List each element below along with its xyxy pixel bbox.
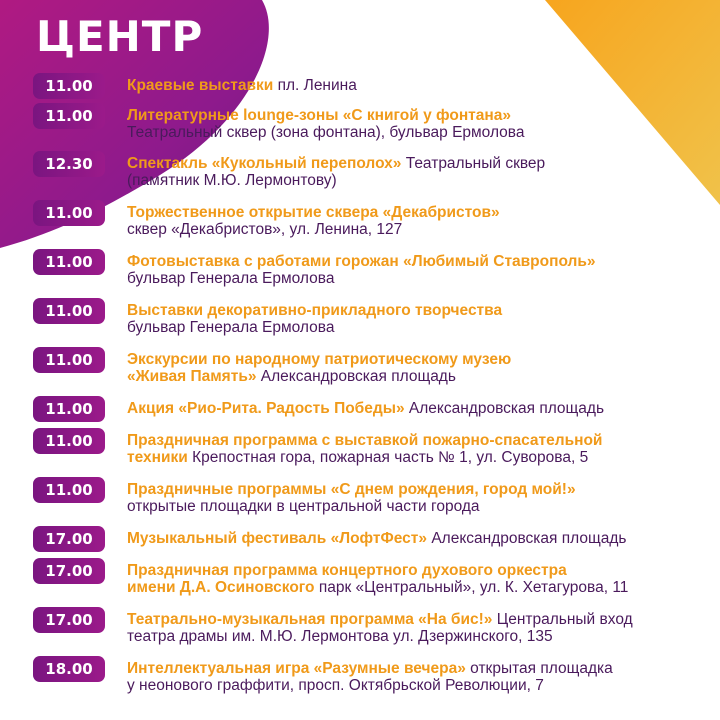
- event-time-badge: 11.00: [33, 249, 105, 275]
- event-name: Краевые выставки: [127, 77, 274, 94]
- event-description: [127, 611, 707, 645]
- event-name: Спектакль «Кукольный переполох»: [127, 155, 402, 172]
- event-name-line2: «Живая Память»: [127, 368, 257, 385]
- event-place: Александровская площадь: [431, 530, 627, 547]
- event-description: [127, 77, 707, 94]
- event-name: Интеллектуальная игра «Разумные вечера»: [127, 660, 466, 677]
- event-description: [127, 302, 707, 336]
- event-name: Торжественное открытие сквера «Декабристов»: [127, 204, 500, 221]
- event-time-badge: 12.30: [33, 151, 105, 177]
- event-description: [127, 204, 707, 238]
- event-time-badge: 17.00: [33, 558, 105, 584]
- event-time-badge: 11.00: [33, 396, 105, 422]
- event-place: бульвар Генерала Ермолова: [127, 319, 335, 336]
- event-name: Праздничные программы «С днем рождения, город мой!»: [127, 481, 576, 498]
- event-description: [127, 351, 707, 385]
- event-name: Выставки декоративно-прикладного творчества: [127, 302, 503, 319]
- event-place: Центральный вход: [496, 611, 633, 628]
- event-description: [127, 530, 707, 547]
- event-name-line2: техники: [127, 449, 188, 466]
- event-name: Акция «Рио-Рита. Радость Победы»: [127, 400, 405, 417]
- event-place: парк «Центральный», ул. К. Хетагурова, 11: [318, 579, 629, 596]
- event-name-line2: имени Д.А. Осиновского: [127, 579, 315, 596]
- event-description: [127, 660, 707, 694]
- event-place-line2: у неонового граффити, просп. Октябрьской Революции, 7: [127, 677, 544, 694]
- event-time-badge: 11.00: [33, 298, 105, 324]
- event-description: [127, 107, 707, 141]
- event-place: сквер «Декабристов», ул. Ленина, 127: [127, 221, 403, 238]
- event-name: Праздничная программа с выставкой пожарно-спасательной: [127, 432, 603, 449]
- event-name: Фотовыставка с работами горожан «Любимый Ставрополь»: [127, 253, 596, 270]
- event-name: Литературные lounge-зоны «С книгой у фонтана»: [127, 107, 511, 124]
- event-place: открытые площадки в центральной части города: [127, 498, 480, 515]
- event-time-badge: 11.00: [33, 103, 105, 129]
- event-description: [127, 562, 707, 596]
- event-description: [127, 481, 707, 515]
- event-time-badge: 11.00: [33, 200, 105, 226]
- event-place: пл. Ленина: [277, 77, 357, 94]
- event-place: открытая площадка: [470, 660, 613, 677]
- event-place: бульвар Генерала Ермолова: [127, 270, 335, 287]
- page-title: ЦЕНТР: [36, 12, 204, 61]
- event-place-line2: (памятник М.Ю. Лермонтову): [127, 172, 337, 189]
- event-name: Театрально-музыкальная программа «На бис!»: [127, 611, 493, 628]
- event-description: [127, 253, 707, 287]
- event-name: Музыкальный фестиваль «ЛофтФест»: [127, 530, 427, 547]
- event-name: Экскурсии по народному патриотическому музею: [127, 351, 512, 368]
- event-time-badge: 11.00: [33, 73, 105, 99]
- event-time-badge: 17.00: [33, 526, 105, 552]
- event-place: Крепостная гора, пожарная часть № 1, ул. Суворова, 5: [192, 449, 589, 466]
- event-description: [127, 155, 707, 189]
- event-place: Александровская площадь: [260, 368, 456, 385]
- event-time-badge: 11.00: [33, 428, 105, 454]
- event-time-badge: 11.00: [33, 477, 105, 503]
- event-place: Театральный сквер (зона фонтана), бульвар Ермолова: [127, 124, 525, 141]
- event-name: Праздничная программа концертного духового оркестра: [127, 562, 567, 579]
- event-time-badge: 11.00: [33, 347, 105, 373]
- event-time-badge: 17.00: [33, 607, 105, 633]
- event-description: [127, 400, 707, 417]
- event-place: Театральный сквер: [405, 155, 546, 172]
- event-place-line2: театра драмы им. М.Ю. Лермонтова ул. Дзержинского, 135: [127, 628, 553, 645]
- event-description: [127, 432, 707, 466]
- event-time-badge: 18.00: [33, 656, 105, 682]
- event-place: Александровская площадь: [408, 400, 605, 417]
